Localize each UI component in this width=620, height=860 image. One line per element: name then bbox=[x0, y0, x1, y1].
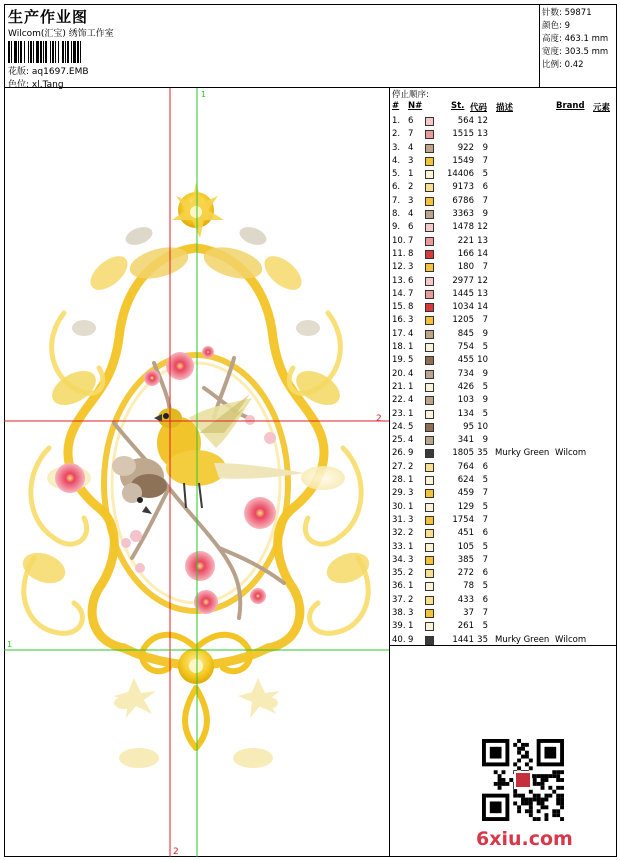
needle-number: 5 bbox=[408, 355, 414, 366]
qr-logo-stamp bbox=[514, 771, 532, 789]
stitch-count: 922 bbox=[457, 142, 474, 153]
thread-code: 5 bbox=[482, 541, 488, 552]
marker-2-bottom: 2 bbox=[173, 847, 179, 857]
color-swatch bbox=[425, 463, 434, 472]
stitch-count: 1549 bbox=[452, 155, 474, 166]
sequence-row bbox=[390, 115, 617, 128]
sequence-row bbox=[390, 461, 617, 474]
row-number: 15. bbox=[392, 302, 406, 313]
thread-code: 7 bbox=[482, 315, 488, 326]
sequence-row bbox=[390, 541, 617, 554]
sequence-row bbox=[390, 235, 617, 248]
color-swatch bbox=[425, 582, 434, 591]
stitch-count: 1445 bbox=[452, 288, 474, 299]
stitch-count: 2977 bbox=[452, 275, 474, 286]
col-header-description: 描述 bbox=[496, 103, 514, 113]
color-swatch bbox=[425, 330, 434, 339]
needle-number: 6 bbox=[408, 222, 414, 233]
needle-number: 5 bbox=[408, 421, 414, 432]
stitch-count: 95 bbox=[463, 421, 474, 432]
color-swatch bbox=[425, 263, 434, 272]
thread-code: 6 bbox=[482, 568, 488, 579]
thread-code: 7 bbox=[482, 488, 488, 499]
row-number: 25. bbox=[392, 435, 406, 446]
needle-number: 1 bbox=[408, 541, 414, 552]
row-number: 16. bbox=[392, 315, 406, 326]
stitch-count: 3363 bbox=[452, 209, 474, 220]
row-number: 30. bbox=[392, 501, 406, 512]
thread-code: 10 bbox=[477, 421, 488, 432]
stitch-count: 1515 bbox=[452, 129, 474, 140]
stitch-count: 455 bbox=[457, 355, 474, 366]
stitch-count: 624 bbox=[457, 475, 474, 486]
stitch-count: 14406 bbox=[446, 169, 474, 180]
design-width bbox=[542, 45, 608, 57]
color-swatch bbox=[425, 277, 434, 286]
color-swatch bbox=[425, 197, 434, 206]
file-label: 花版: bbox=[8, 67, 30, 77]
thread-brand: Wilcom bbox=[555, 634, 587, 645]
top-flower-motif bbox=[172, 183, 224, 238]
needle-number: 4 bbox=[408, 435, 414, 446]
marker-1-top: 1 bbox=[201, 90, 207, 99]
thread-code: 13 bbox=[477, 288, 488, 299]
needle-number: 6 bbox=[408, 116, 414, 126]
sequence-row bbox=[390, 607, 617, 620]
design-scale-label: 比例: bbox=[542, 60, 562, 70]
color-swatch bbox=[425, 636, 434, 645]
sequence-row bbox=[390, 580, 617, 593]
needle-number: 4 bbox=[408, 142, 414, 153]
design-scale-value: 0.42 bbox=[564, 60, 584, 70]
thread-code: 7 bbox=[482, 607, 488, 618]
row-number: 38. bbox=[392, 607, 406, 618]
row-number: 29. bbox=[392, 488, 406, 499]
thread-code: 13 bbox=[477, 235, 488, 246]
needle-number: 4 bbox=[408, 395, 414, 406]
color-swatch bbox=[425, 130, 434, 139]
row-number: 35. bbox=[392, 568, 406, 579]
sequence-row bbox=[390, 514, 617, 527]
needle-number: 3 bbox=[408, 514, 414, 525]
color-count-label: 颜色: bbox=[542, 21, 562, 31]
color-swatch bbox=[425, 476, 434, 485]
sequence-row bbox=[390, 594, 617, 607]
thread-code: 9 bbox=[482, 209, 488, 220]
sequence-row bbox=[390, 301, 617, 314]
row-number: 7. bbox=[392, 195, 401, 206]
color-count bbox=[542, 19, 570, 31]
design-width-label: 宽度: bbox=[542, 47, 562, 57]
row-number: 14. bbox=[392, 288, 406, 299]
row-number: 1. bbox=[392, 116, 401, 126]
stitch-count: 180 bbox=[457, 262, 474, 273]
design-preview[interactable] bbox=[4, 88, 390, 857]
sequence-row bbox=[390, 487, 617, 500]
sequence-row bbox=[390, 554, 617, 567]
row-number: 26. bbox=[392, 448, 406, 459]
color-swatch bbox=[425, 596, 434, 605]
file-name-line bbox=[8, 64, 89, 77]
sequence-row bbox=[390, 567, 617, 580]
stitch-count: 221 bbox=[457, 235, 474, 246]
file-value: aq1697.EMB bbox=[31, 67, 89, 77]
needle-number: 2 bbox=[408, 182, 414, 193]
stitch-count: 1478 bbox=[452, 222, 474, 233]
thread-code: 9 bbox=[482, 435, 488, 446]
color-swatch bbox=[425, 543, 434, 552]
needle-number: 3 bbox=[408, 488, 414, 499]
row-number: 27. bbox=[392, 461, 406, 472]
stitch-count-label: 针数: bbox=[542, 8, 562, 18]
stop-sequence-title: 停止顺序: bbox=[392, 90, 429, 100]
color-swatch bbox=[425, 516, 434, 525]
sequence-row bbox=[390, 155, 617, 168]
needle-number: 4 bbox=[408, 209, 414, 220]
color-swatch bbox=[425, 569, 434, 578]
color-swatch bbox=[425, 383, 434, 392]
design-height bbox=[542, 32, 608, 44]
thread-code: 9 bbox=[482, 142, 488, 153]
color-swatch bbox=[425, 170, 434, 179]
thread-code: 6 bbox=[482, 528, 488, 539]
needle-number: 3 bbox=[408, 315, 414, 326]
colorway-value: xl.Tang bbox=[31, 80, 64, 90]
stitch-count: 78 bbox=[463, 581, 474, 592]
row-number: 21. bbox=[392, 381, 406, 392]
col-header-brand: Brand bbox=[556, 101, 585, 111]
stitch-count: 1205 bbox=[452, 315, 474, 326]
stitch-count: 341 bbox=[457, 435, 474, 446]
color-swatch bbox=[425, 223, 434, 232]
stitch-count: 845 bbox=[457, 328, 474, 339]
color-swatch bbox=[425, 410, 434, 419]
row-number: 28. bbox=[392, 475, 406, 486]
row-number: 24. bbox=[392, 421, 406, 432]
stitch-count: 103 bbox=[457, 395, 474, 406]
sequence-row bbox=[390, 195, 617, 208]
needle-number: 9 bbox=[408, 634, 414, 645]
sequence-row bbox=[390, 314, 617, 327]
marker-2-right: 2 bbox=[376, 414, 382, 424]
color-swatch bbox=[425, 183, 434, 192]
thread-description: Murky Green bbox=[495, 634, 550, 645]
stitch-count: 1441 bbox=[452, 634, 474, 645]
row-number: 22. bbox=[392, 395, 406, 406]
row-number: 34. bbox=[392, 554, 406, 565]
company-name: Wilcom(汇宝) 绣饰工作室 bbox=[8, 29, 114, 39]
row-number: 23. bbox=[392, 408, 406, 419]
color-swatch bbox=[425, 210, 434, 219]
col-header-code: 代码 bbox=[470, 103, 488, 113]
watermark-logo: 6xiu.com bbox=[476, 828, 573, 850]
col-header-n: N# bbox=[408, 101, 423, 111]
row-number: 31. bbox=[392, 514, 406, 525]
stitch-count: 1034 bbox=[452, 302, 474, 313]
row-number: 19. bbox=[392, 355, 406, 366]
color-swatch bbox=[425, 343, 434, 352]
thread-code: 13 bbox=[477, 129, 488, 140]
marker-1-left: 1 bbox=[7, 640, 13, 649]
col-header-num: # bbox=[392, 101, 400, 111]
stitch-count: 426 bbox=[457, 381, 474, 392]
stop-sequence-rows bbox=[390, 115, 617, 647]
needle-number: 1 bbox=[408, 169, 414, 180]
sequence-row bbox=[390, 501, 617, 514]
needle-number: 3 bbox=[408, 155, 414, 166]
stitch-count: 764 bbox=[457, 461, 474, 472]
color-swatch bbox=[425, 609, 434, 618]
row-number: 37. bbox=[392, 594, 406, 605]
stitch-count: 261 bbox=[457, 621, 474, 632]
sequence-row bbox=[390, 208, 617, 221]
color-count-value: 9 bbox=[564, 21, 570, 31]
thread-code: 5 bbox=[482, 621, 488, 632]
color-swatch bbox=[425, 144, 434, 153]
row-number: 9. bbox=[392, 222, 401, 233]
sequence-row bbox=[390, 368, 617, 381]
row-number: 5. bbox=[392, 169, 401, 180]
row-number: 4. bbox=[392, 155, 401, 166]
stitch-count: 134 bbox=[457, 408, 474, 419]
sequence-row bbox=[390, 221, 617, 234]
thread-code: 5 bbox=[482, 342, 488, 353]
row-number: 20. bbox=[392, 368, 406, 379]
sequence-row bbox=[390, 381, 617, 394]
sequence-row bbox=[390, 354, 617, 367]
row-number: 39. bbox=[392, 621, 406, 632]
header-panel bbox=[4, 4, 540, 88]
barcode-bar bbox=[81, 41, 83, 63]
thread-code: 12 bbox=[477, 116, 488, 126]
needle-number: 3 bbox=[408, 195, 414, 206]
thread-code: 12 bbox=[477, 275, 488, 286]
needle-number: 2 bbox=[408, 528, 414, 539]
sequence-row bbox=[390, 341, 617, 354]
sequence-row bbox=[390, 142, 617, 155]
thread-code: 7 bbox=[482, 554, 488, 565]
sequence-row bbox=[390, 248, 617, 261]
color-swatch bbox=[425, 423, 434, 432]
color-swatch bbox=[425, 449, 434, 458]
stitch-count: 9173 bbox=[452, 182, 474, 193]
stitch-count: 385 bbox=[457, 554, 474, 565]
thread-code: 7 bbox=[482, 262, 488, 273]
thread-code: 5 bbox=[482, 475, 488, 486]
needle-number: 7 bbox=[408, 129, 414, 140]
needle-number: 4 bbox=[408, 368, 414, 379]
thread-code: 5 bbox=[482, 501, 488, 512]
sequence-row bbox=[390, 128, 617, 141]
sequence-row bbox=[390, 328, 617, 341]
thread-code: 12 bbox=[477, 222, 488, 233]
color-swatch bbox=[425, 396, 434, 405]
color-swatch bbox=[425, 237, 434, 246]
needle-number: 4 bbox=[408, 328, 414, 339]
needle-number: 1 bbox=[408, 501, 414, 512]
color-swatch bbox=[425, 117, 434, 126]
thread-code: 9 bbox=[482, 368, 488, 379]
row-number: 11. bbox=[392, 248, 406, 259]
row-number: 18. bbox=[392, 342, 406, 353]
color-swatch bbox=[425, 250, 434, 259]
stitch-count: 433 bbox=[457, 594, 474, 605]
sequence-row bbox=[390, 394, 617, 407]
needle-number: 1 bbox=[408, 408, 414, 419]
thread-code: 5 bbox=[482, 169, 488, 180]
design-height-value: 463.1 mm bbox=[564, 34, 609, 44]
sequence-row bbox=[390, 261, 617, 274]
thread-code: 9 bbox=[482, 395, 488, 406]
thread-code: 6 bbox=[482, 461, 488, 472]
thread-code: 5 bbox=[482, 408, 488, 419]
color-swatch bbox=[425, 556, 434, 565]
stitch-count: 272 bbox=[457, 568, 474, 579]
thread-code: 5 bbox=[482, 581, 488, 592]
needle-number: 8 bbox=[408, 248, 414, 259]
embroidery-design-image bbox=[4, 88, 390, 857]
thread-code: 7 bbox=[482, 195, 488, 206]
stop-sequence-panel bbox=[390, 88, 617, 646]
needle-number: 1 bbox=[408, 342, 414, 353]
needle-number: 3 bbox=[408, 607, 414, 618]
row-number: 32. bbox=[392, 528, 406, 539]
needle-number: 2 bbox=[408, 568, 414, 579]
thread-code: 35 bbox=[477, 448, 488, 459]
row-number: 10. bbox=[392, 235, 406, 246]
row-number: 12. bbox=[392, 262, 406, 273]
thread-code: 7 bbox=[482, 155, 488, 166]
stitch-count: 37 bbox=[463, 607, 474, 618]
color-swatch bbox=[425, 356, 434, 365]
sequence-row bbox=[390, 168, 617, 181]
row-number: 8. bbox=[392, 209, 401, 220]
needle-number: 1 bbox=[408, 621, 414, 632]
thread-code: 6 bbox=[482, 594, 488, 605]
needle-number: 7 bbox=[408, 288, 414, 299]
needle-number: 6 bbox=[408, 275, 414, 286]
qr-panel bbox=[390, 646, 617, 857]
stitch-count: 1754 bbox=[452, 514, 474, 525]
thread-code: 5 bbox=[482, 381, 488, 392]
barcode bbox=[8, 41, 136, 63]
thread-code: 14 bbox=[477, 248, 488, 259]
row-number: 2. bbox=[392, 129, 401, 140]
stitch-count bbox=[542, 6, 592, 18]
color-swatch bbox=[425, 503, 434, 512]
sequence-row bbox=[390, 288, 617, 301]
needle-number: 3 bbox=[408, 262, 414, 273]
color-swatch bbox=[425, 529, 434, 538]
color-swatch bbox=[425, 370, 434, 379]
sequence-row bbox=[390, 421, 617, 434]
color-swatch bbox=[425, 489, 434, 498]
stitch-count: 451 bbox=[457, 528, 474, 539]
page-title: 生产作业图 bbox=[8, 8, 89, 26]
needle-number: 7 bbox=[408, 235, 414, 246]
needle-number: 1 bbox=[408, 381, 414, 392]
thread-code: 6 bbox=[482, 182, 488, 193]
sequence-row bbox=[390, 434, 617, 447]
sequence-row bbox=[390, 275, 617, 288]
sequence-row bbox=[390, 620, 617, 633]
thread-code: 7 bbox=[482, 514, 488, 525]
needle-number: 1 bbox=[408, 475, 414, 486]
sequence-row bbox=[390, 181, 617, 194]
needle-number: 9 bbox=[408, 448, 414, 459]
stitch-count: 459 bbox=[457, 488, 474, 499]
sequence-row bbox=[390, 408, 617, 421]
row-number: 40. bbox=[392, 634, 406, 645]
needle-number: 2 bbox=[408, 594, 414, 605]
needle-number: 3 bbox=[408, 554, 414, 565]
color-swatch bbox=[425, 290, 434, 299]
color-swatch bbox=[425, 303, 434, 312]
needle-number: 1 bbox=[408, 581, 414, 592]
color-swatch bbox=[425, 436, 434, 445]
thread-code: 14 bbox=[477, 302, 488, 313]
col-header-stitches: St. bbox=[451, 101, 465, 111]
row-number: 6. bbox=[392, 182, 401, 193]
needle-number: 2 bbox=[408, 461, 414, 472]
stitch-count: 166 bbox=[457, 248, 474, 259]
sequence-row bbox=[390, 634, 617, 647]
thread-description: Murky Green bbox=[495, 448, 550, 459]
sequence-row bbox=[390, 474, 617, 487]
stats-panel bbox=[540, 4, 617, 88]
stitch-count: 754 bbox=[457, 342, 474, 353]
thread-code: 35 bbox=[477, 634, 488, 645]
thread-code: 9 bbox=[482, 328, 488, 339]
colorway-label: 色位: bbox=[8, 80, 30, 90]
stitch-count: 564 bbox=[457, 116, 474, 126]
col-header-element: 元素 bbox=[593, 103, 611, 113]
sequence-row bbox=[390, 527, 617, 540]
color-swatch bbox=[425, 157, 434, 166]
stitch-count: 1805 bbox=[452, 448, 474, 459]
needle-number: 8 bbox=[408, 302, 414, 313]
stitch-count: 129 bbox=[457, 501, 474, 512]
row-number: 3. bbox=[392, 142, 401, 153]
thread-brand: Wilcom bbox=[555, 448, 587, 459]
color-swatch bbox=[425, 316, 434, 325]
row-number: 33. bbox=[392, 541, 406, 552]
row-number: 36. bbox=[392, 581, 406, 592]
row-number: 13. bbox=[392, 275, 406, 286]
stitch-count: 6786 bbox=[452, 195, 474, 206]
stitch-count-value: 59871 bbox=[564, 8, 592, 18]
color-swatch bbox=[425, 622, 434, 631]
sequence-row bbox=[390, 447, 617, 460]
design-height-label: 高度: bbox=[542, 34, 562, 44]
stitch-count: 105 bbox=[457, 541, 474, 552]
stitch-count: 734 bbox=[457, 368, 474, 379]
design-scale bbox=[542, 58, 584, 70]
design-width-value: 303.5 mm bbox=[564, 47, 609, 57]
thread-code: 10 bbox=[477, 355, 488, 366]
row-number: 17. bbox=[392, 328, 406, 339]
